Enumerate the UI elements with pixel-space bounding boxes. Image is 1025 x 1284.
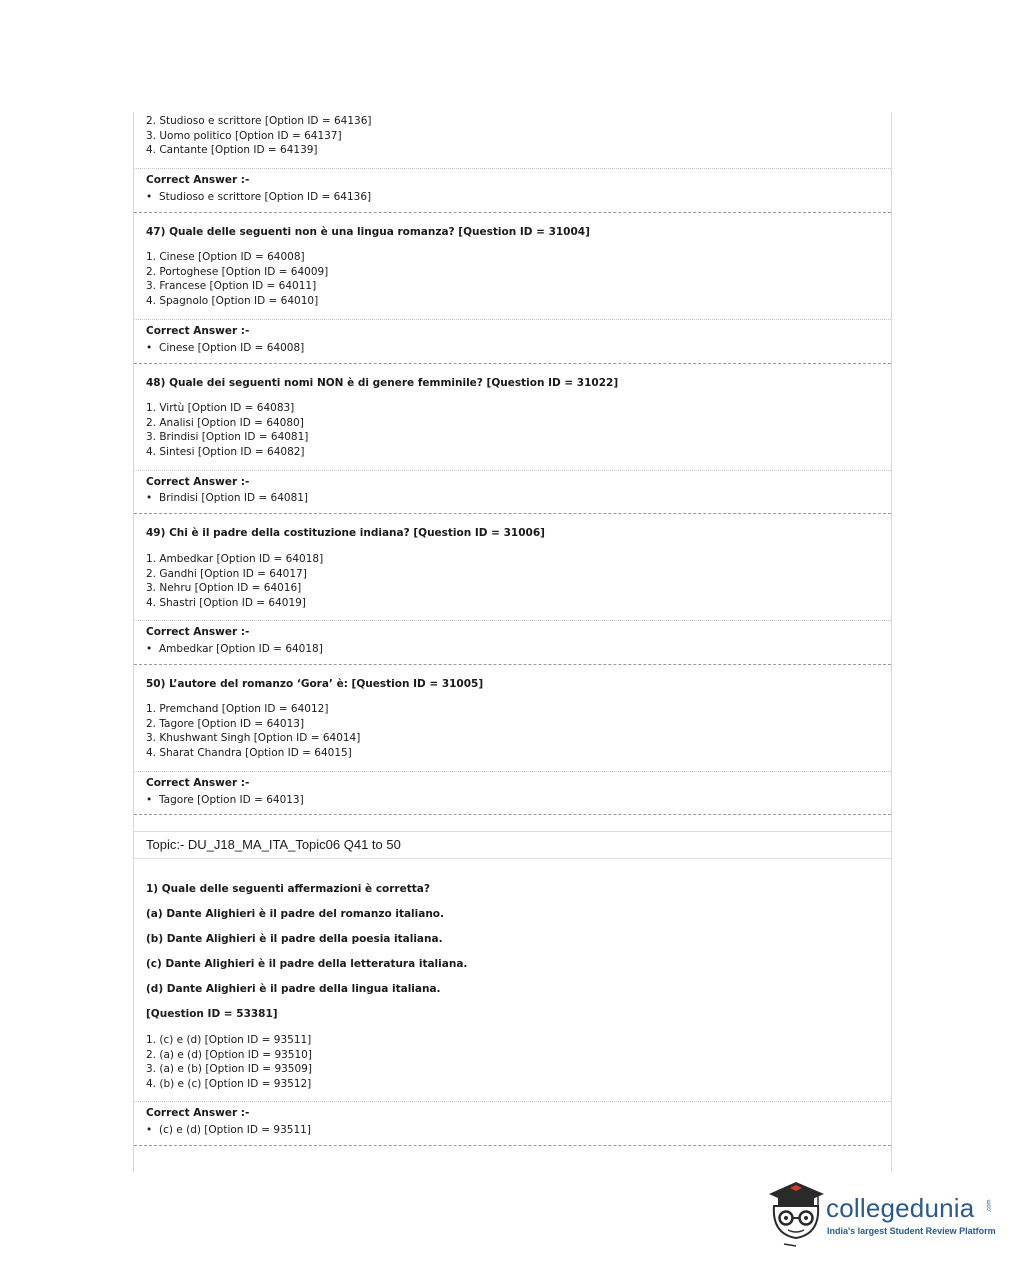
option: 4. Shastri [Option ID = 64019] (146, 596, 306, 609)
question-divider (134, 664, 891, 665)
correct-answer-label: Correct Answer :- (146, 174, 250, 186)
question-title: 49) Chi è il padre della costituzione indiana? [Question ID = 31006] (146, 527, 545, 539)
option: 2. Gandhi [Option ID = 64017] (146, 567, 307, 580)
option: 4. Spagnolo [Option ID = 64010] (146, 294, 319, 307)
question-divider (134, 513, 891, 514)
correct-answer: • Brindisi [Option ID = 64081] (146, 491, 308, 506)
option: 2. Portoghese [Option ID = 64009] (146, 265, 329, 278)
option: 4. Cantante [Option ID = 64139] (146, 144, 318, 157)
question-title: 1) Quale delle seguenti affermazioni è corretta? (146, 883, 430, 895)
question-divider (134, 212, 891, 213)
divider (134, 319, 891, 320)
option: 3. Brindisi [Option ID = 64081] (146, 431, 309, 444)
question-divider (134, 814, 891, 815)
divider (134, 771, 891, 772)
option: 2. Analisi [Option ID = 64080] (146, 416, 304, 429)
divider (134, 620, 891, 621)
option: 3. Francese [Option ID = 64011] (146, 280, 317, 293)
option: 3. Uomo politico [Option ID = 64137] (146, 129, 342, 142)
correct-answer: • Tagore [Option ID = 64013] (146, 793, 304, 808)
correct-answer-label: Correct Answer :- (146, 325, 250, 337)
option: 1. Virtù [Option ID = 64083] (146, 402, 295, 414)
option: 3. Nehru [Option ID = 64016] (146, 582, 302, 595)
option-list (146, 1033, 312, 1091)
correct-answer: • (c) e (d) [Option ID = 93511] (146, 1123, 311, 1138)
correct-answer-label: Correct Answer :- (146, 626, 250, 638)
divider (134, 470, 891, 471)
correct-answer: • Studioso e scrittore [Option ID = 64136] (146, 190, 371, 205)
option-list (146, 250, 328, 308)
option: 4. Sintesi [Option ID = 64082] (146, 445, 305, 458)
option: 2. Tagore [Option ID = 64013] (146, 717, 305, 730)
question-divider (134, 363, 891, 364)
option: 3. Khushwant Singh [Option ID = 64014] (146, 732, 361, 745)
correct-answer-label: Correct Answer :- (146, 476, 250, 488)
option: 1. Ambedkar [Option ID = 64018] (146, 553, 324, 565)
question-id: [Question ID = 53381] (146, 1008, 278, 1020)
question-title: 48) Quale dei seguenti nomi NON è di genere femminile? [Question ID = 31022] (146, 377, 619, 389)
option-list (146, 702, 360, 760)
option: 2. (a) e (d) [Option ID = 93510] (146, 1048, 312, 1061)
question-title: 50) L’autore del romanzo ‘Gora’ è: [Question ID = 31005] (146, 678, 484, 690)
correct-answer-label: Correct Answer :- (146, 1107, 250, 1119)
option: 1. Premchand [Option ID = 64012] (146, 703, 329, 715)
question-statement: (c) Dante Alighieri è il padre della letteratura italiana. (146, 958, 468, 970)
option: 2. Studioso e scrittore [Option ID = 64136] (146, 115, 372, 127)
correct-answer: • Ambedkar [Option ID = 64018] (146, 642, 323, 657)
question-statement: (d) Dante Alighieri è il padre della lingua italiana. (146, 983, 441, 995)
option-list (146, 401, 308, 459)
correct-answer: • Cinese [Option ID = 64008] (146, 341, 304, 356)
question-divider (134, 1145, 891, 1146)
brand-tagline: India's largest Student Review Platform (827, 1226, 996, 1236)
option-list (146, 114, 371, 158)
divider (134, 1101, 891, 1102)
topic-top-border (134, 831, 891, 832)
brand-wordmark: collegedunia (826, 1193, 975, 1223)
correct-answer-label: Correct Answer :- (146, 777, 250, 789)
topic-heading: Topic:- DU_J18_MA_ITA_Topic06 Q41 to 50 (146, 837, 401, 852)
question-title: 47) Quale delle seguenti non è una lingua romanza? [Question ID = 31004] (146, 226, 590, 238)
question-statement: (a) Dante Alighieri è il padre del romanzo italiano. (146, 908, 445, 920)
topic-bottom-border (134, 858, 891, 859)
divider (134, 168, 891, 169)
option-list (146, 552, 323, 610)
question-statement: (b) Dante Alighieri è il padre della poesia italiana. (146, 933, 443, 945)
option: 4. (b) e (c) [Option ID = 93512] (146, 1077, 312, 1090)
brand-domain: .com (986, 1199, 993, 1213)
option: 1. Cinese [Option ID = 64008] (146, 251, 305, 263)
option: 3. (a) e (b) [Option ID = 93509] (146, 1063, 312, 1076)
option: 4. Sharat Chandra [Option ID = 64015] (146, 746, 352, 759)
option: 1. (c) e (d) [Option ID = 93511] (146, 1034, 312, 1046)
